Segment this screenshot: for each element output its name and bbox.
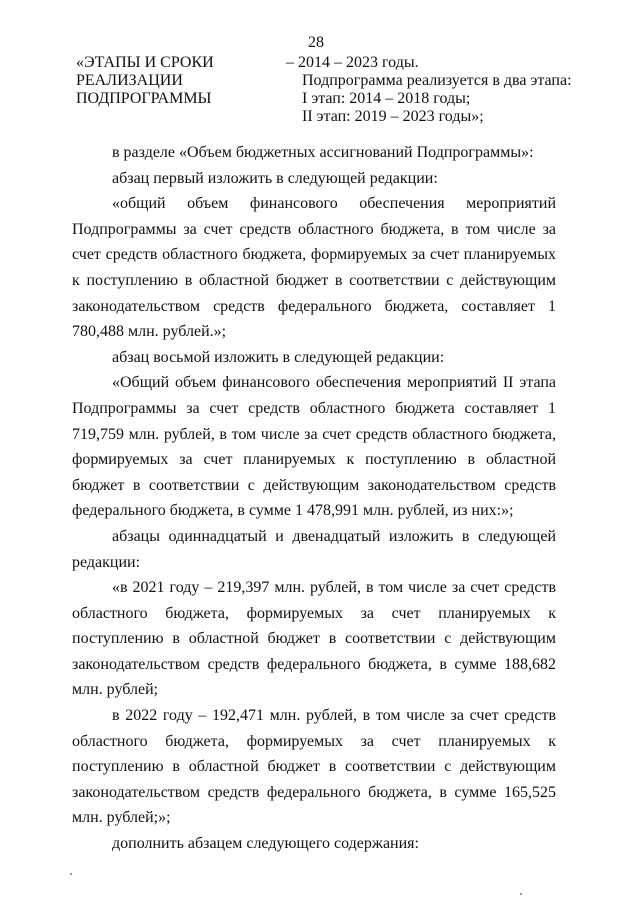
paragraph: абзацы одиннадцатый и двенадцатый изложить в следующей редакции:	[72, 527, 556, 571]
paragraph: «общий объем финансового обеспечения мероприятий Подпрограммы за счет средств областного бюджета, в том числе за счет средств областного бюджета, формируемых за счет планируемых к поступлению в областной бюджет в соответствии с действующим законодательством средств федерального бюджета, составляет 1 780,488 млн. рублей.»;	[72, 195, 556, 341]
paragraph: в 2022 году – 192,471 млн. рублей, в том числе за счет средств областного бюджета, формируемых за счет планируемых к поступлению в областной бюджет в соответствии с действующим законодательством средств федерального бюджета, в сумме 165,525 млн. рублей;»;	[72, 707, 556, 827]
label-line: ПОДПРОГРАММЫ	[76, 90, 212, 107]
scan-speck	[70, 873, 72, 875]
label-line: «ЭТАПЫ И СРОКИ	[76, 54, 214, 71]
label-line: РЕАЛИЗАЦИИ	[76, 72, 183, 89]
value-line: I этап: 2014 – 2018 годы;	[302, 90, 471, 107]
paragraph: абзац восьмой изложить в следующей редакции:	[112, 348, 445, 366]
value-line: – 2014 – 2023 годы.	[286, 54, 419, 71]
stages-table-row	[0, 54, 632, 124]
value-line: Подпрограмма реализуется в два этапа:	[302, 72, 572, 89]
stages-row-label	[76, 54, 276, 108]
value-line: II этап: 2019 – 2023 годы»;	[302, 108, 484, 125]
paragraph: в разделе «Объем бюджетных ассигнований Подпрограммы»:	[112, 144, 534, 161]
stages-row-value	[286, 54, 586, 126]
paragraph: «Общий объем финансового обеспечения мероприятий II этапа Подпрограммы за счет средств областного бюджета составляет 1 719,759 млн. рублей, в том числе за счет средств областного бюджета, формируемых за счет планируемых к поступлению в областной бюджет в соответствии с действующим законодательством средств федерального бюджета, в сумме 1 478,991 млн. рублей, из них:»;	[72, 374, 556, 520]
paragraph: «в 2021 году – 219,397 млн. рублей, в том числе за счет средств областного бюджета, формируемых за счет планируемых к поступлению в областной бюджет в соответствии с действующим законодательством средств федерального бюджета, в сумме 188,682 млн. рублей;	[72, 579, 556, 699]
scan-speck	[520, 893, 522, 895]
page-number: 28	[308, 34, 324, 51]
body-text	[72, 140, 556, 857]
paragraph: дополнить абзацем следующего содержания:	[112, 835, 419, 853]
paragraph: абзац первый изложить в следующей редакции:	[112, 169, 438, 187]
